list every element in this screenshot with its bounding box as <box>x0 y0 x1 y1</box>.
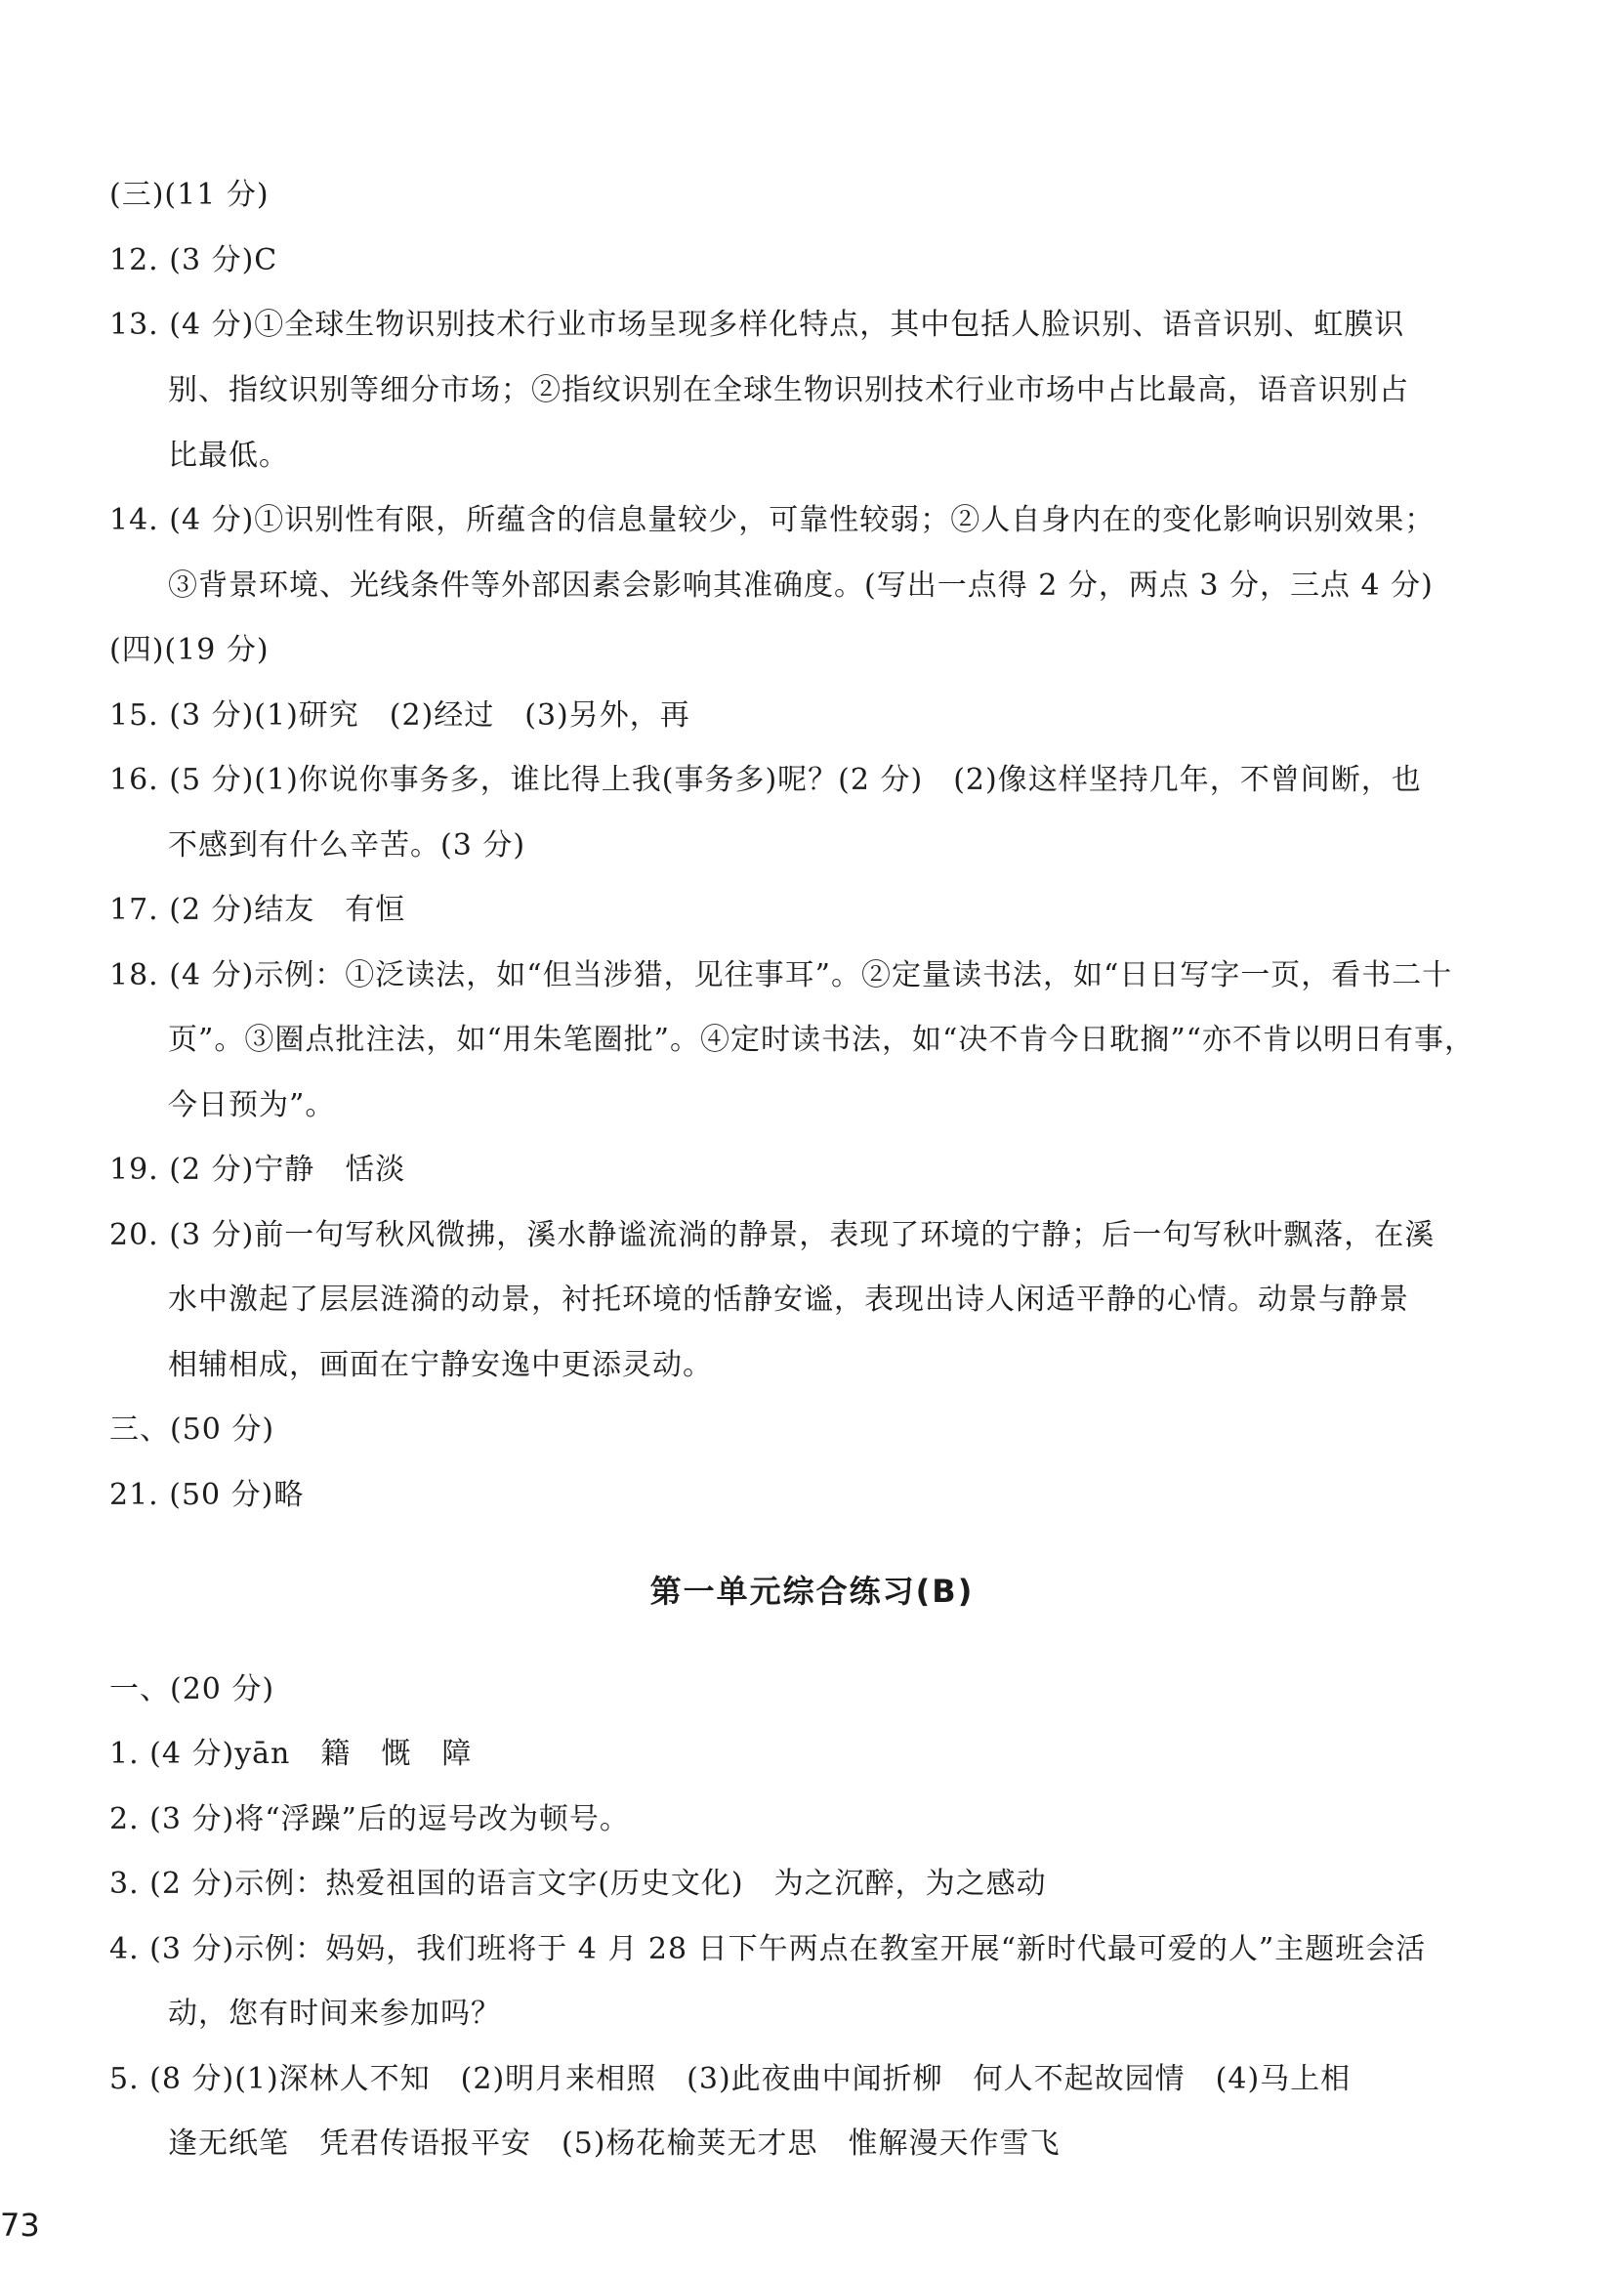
answer-4-cont: 动，您有时间来参加吗？ <box>168 1997 501 2031</box>
section-heading: (三)(11 分) <box>109 178 270 212</box>
answer-16: 16. (5 分)(1)你说你事务多，谁比得上我(事务多)呢？(2 分) (2)像这样坚持几年，不曾间断，也 <box>109 763 1422 797</box>
answer-20-cont: 水中激起了层层涟漪的动景，衬托环境的恬静安谧，表现出诗人闲适平静的心情。动景与静景 <box>168 1283 1409 1317</box>
answer-16-cont: 不感到有什么辛苦。(3 分) <box>168 828 526 863</box>
answer-18-cont: 页”。③圈点批注法，如“用朱笔圈批”。④定时读书法，如“决不肯今日耽搁”“亦不肯以明日有事， <box>168 1023 1476 1057</box>
answer-20-cont: 相辅相成，画面在宁静安逸中更添灵动。 <box>168 1348 713 1382</box>
answer-21: 21. (50 分)略 <box>109 1478 305 1512</box>
answer-14-cont: ③背景环境、光线条件等外部因素会影响其准确度。(写出一点得 2 分，两点 3 分，三点 4 分) <box>168 568 1434 603</box>
answer-12: 12. (3 分)C <box>109 243 278 277</box>
section-heading: (四)(19 分) <box>109 633 270 667</box>
answer-13-cont: 别、指纹识别等细分市场；②指纹识别在全球生物识别技术行业市场中占比最高，语音识别占 <box>168 373 1409 407</box>
answer-5: 5. (8 分)(1)深林人不知 (2)明月来相照 (3)此夜曲中闻折柳 何人不起故园情 (4)马上相 <box>109 2062 1352 2096</box>
answer-15: 15. (3 分)(1)研究 (2)经过 (3)另外，再 <box>109 698 690 733</box>
answer-13-cont: 比最低。 <box>168 439 289 473</box>
answer-17: 17. (2 分)结友 有恒 <box>109 893 406 927</box>
answer-2: 2. (3 分)将“浮躁”后的逗号改为顿号。 <box>109 1802 630 1836</box>
answer-4: 4. (3 分)示例：妈妈，我们班将于 4 月 28 日下午两点在教室开展“新时代最可爱的人”主题班会活 <box>109 1932 1427 1966</box>
answer-18-cont: 今日预为”。 <box>168 1088 336 1122</box>
section-heading: 一、(20 分) <box>109 1672 275 1706</box>
answer-1: 1. (4 分)yān 籍 慨 障 <box>109 1737 473 1771</box>
answer-19: 19. (2 分)宁静 恬淡 <box>109 1153 406 1187</box>
answer-5-cont: 逢无纸笔 凭君传语报平安 (5)杨花榆荚无才思 惟解漫天作雪飞 <box>168 2127 1061 2161</box>
answer-14: 14. (4 分)①识别性有限，所蕴含的信息量较少，可靠性较弱；②人自身内在的变化影响识别效果； <box>109 503 1436 537</box>
answer-20: 20. (3 分)前一句写秋风微拂，溪水静谧流淌的静景，表现了环境的宁静；后一句写秋叶飘落，在溪 <box>109 1218 1436 1252</box>
section-heading: 三、(50 分) <box>109 1412 275 1447</box>
answer-18: 18. (4 分)示例：①泛读法，如“但当涉猎，见往事耳”。②定量读书法，如“日日写字一页，看书二十 <box>109 958 1453 992</box>
unit-title: 第一单元综合练习(B) <box>649 1573 975 1610</box>
answer-3: 3. (2 分)示例：热爱祖国的语言文字(历史文化) 为之沉醉，为之感动 <box>109 1867 1047 1901</box>
page-number: 73 <box>0 2207 40 2244</box>
answer-13: 13. (4 分)①全球生物识别技术行业市场呈现多样化特点，其中包括人脸识别、语音识别、虹膜识 <box>109 308 1405 342</box>
